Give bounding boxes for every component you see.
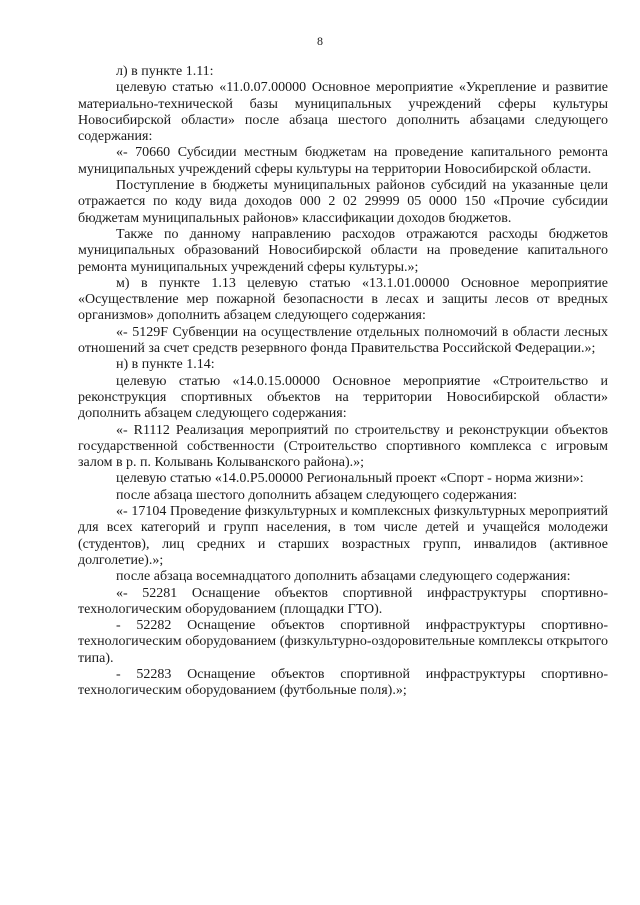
paragraph-after-sixth: после абзаца шестого дополнить абзацем следующего содержания: — [116, 487, 518, 503]
page-number: 8 — [317, 34, 323, 48]
paragraph-code-5129f: «- 5129F Субвенции на осуществление отдельных полномочий в области лесных отношений за счет средств резервного фонда Правительства Российской Федерации.»; — [78, 324, 608, 357]
paragraph-revenue-receipt: Поступление в бюджеты муниципальных районов субсидий на указанные цели отражается по коду вида доходов 000 2 02 29999 05 0000 150 «Прочие субсидии бюджетам муниципальных районов» классификации доходов бюджетов. — [78, 178, 608, 226]
paragraph-target-article-14-0-p5: целевую статью «14.0.P5.00000 Региональный проект «Спорт - норма жизни»: — [116, 471, 584, 487]
paragraph-item-n-1-14: н) в пункте 1.14: — [116, 357, 215, 373]
paragraph-item-m-1-13: м) в пункте 1.13 целевую статью «13.1.01.00000 Основное мероприятие «Осуществление мер пожарной безопасности в лесах и защиты лесов от вредных организмов» дополнить абзацем следующего содержания: — [78, 275, 608, 324]
paragraph-code-52282: - 52282 Оснащение объектов спортивной инфраструктуры спортивно-технологическим оборудованием (физкультурно-оздоровительные комплексы открытого типа). — [78, 618, 608, 666]
paragraph-target-article-11-0-07: целевую статью «11.0.07.00000 Основное мероприятие «Укрепление и развитие материально-технической базы муниципальных учреждений сферы культуры Новосибирской области» после абзаца шестого дополнить абзацами следующего содержания: — [78, 80, 608, 145]
paragraph-after-eighteenth: после абзаца восемнадцатого дополнить абзацами следующего содержания: — [116, 569, 571, 585]
paragraph-code-r1112: «- R1112 Реализация мероприятий по строительству и реконструкции объектов государственной собственности (Строительство спортивного комплекса с игровым залом в р. п. Колывань Колыванского района).»; — [78, 422, 608, 471]
paragraph-code-70660: «- 70660 Субсидии местным бюджетам на проведение капитального ремонта муниципальных учреждений сферы культуры на территории Новосибирской области. — [78, 145, 608, 177]
paragraph-code-52281: «- 52281 Оснащение объектов спортивной инфраструктуры спортивно-технологическим оборудованием (площадки ГТО). — [78, 585, 608, 617]
document-body — [78, 64, 608, 700]
paragraph-item-l-1-11: л) в пункте 1.11: — [116, 64, 214, 79]
paragraph-municipal-expenses: Также по данному направлению расходов отражаются расходы бюджетов муниципальных образований Новосибирской области на проведение капитального ремонта муниципальных учреждений сферы культуры.»; — [78, 226, 608, 275]
paragraph-code-52283: - 52283 Оснащение объектов спортивной инфраструктуры спортивно-технологическим оборудованием (футбольные поля).»; — [78, 666, 608, 699]
paragraph-target-article-14-0-15: целевую статью «14.0.15.00000 Основное мероприятие «Строительство и реконструкция спортивных объектов на территории Новосибирской области» дополнить абзацем следующего содержания: — [78, 373, 608, 422]
paragraph-code-17104: «- 17104 Проведение физкультурных и комплексных физкультурных мероприятий для всех категорий и групп населения, в том числе детей и учащейся молодежи (студентов), лиц средних и старших возрастных групп, инвалидов (активное долголетие).»; — [78, 504, 608, 568]
